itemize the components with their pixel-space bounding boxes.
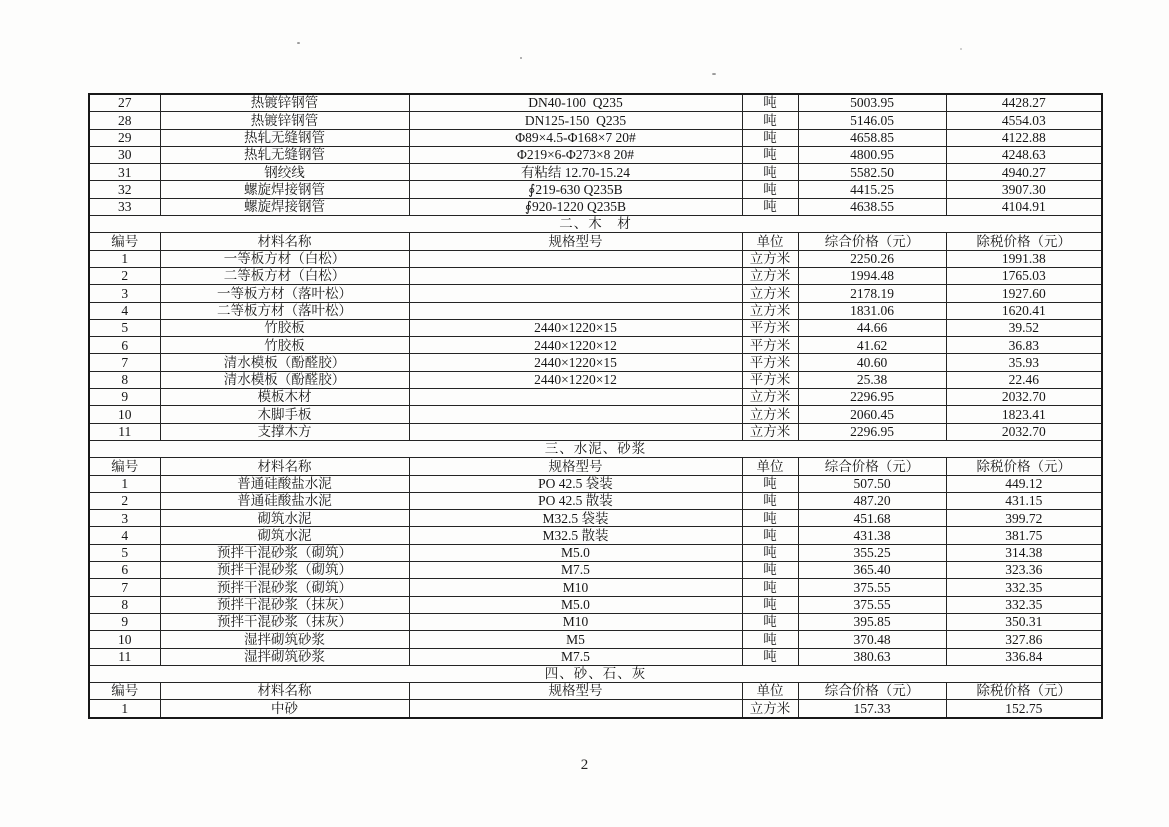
table-cell: 立方米 [742, 423, 798, 440]
table-row [89, 129, 1102, 146]
table-cell: 35.93 [946, 354, 1102, 371]
table-cell: 4800.95 [798, 146, 946, 163]
table-cell: 立方米 [742, 700, 798, 718]
table-cell: 吨 [742, 198, 798, 215]
table-cell: 1 [89, 700, 160, 718]
table-cell: 3 [89, 285, 160, 302]
table-cell: 4415.25 [798, 181, 946, 198]
table-cell: 5003.95 [798, 94, 946, 112]
table-cell: M10 [409, 613, 742, 630]
table-cell: 模板木材 [160, 389, 409, 406]
table-row [89, 319, 1102, 336]
table-cell: 2060.45 [798, 406, 946, 423]
table-cell [409, 302, 742, 319]
table-cell: 预拌干混砂浆（抹灰） [160, 596, 409, 613]
table-cell [409, 267, 742, 284]
table-row [89, 492, 1102, 509]
table-cell: 314.38 [946, 544, 1102, 561]
column-header-row [89, 233, 1102, 250]
table-cell: 27 [89, 94, 160, 112]
table-row [89, 700, 1102, 718]
column-header-cell: 综合价格（元） [798, 233, 946, 250]
column-header-cell: 单位 [742, 233, 798, 250]
table-cell: 1 [89, 475, 160, 492]
table-cell: 螺旋焊接钢管 [160, 181, 409, 198]
table-cell: 热轧无缝钢管 [160, 146, 409, 163]
table-cell: 立方米 [742, 267, 798, 284]
table-cell: 4122.88 [946, 129, 1102, 146]
table-row [89, 613, 1102, 630]
table-cell: 竹胶板 [160, 319, 409, 336]
table-cell: 吨 [742, 129, 798, 146]
table-cell: 5146.05 [798, 112, 946, 129]
table-cell: 热镀锌钢管 [160, 112, 409, 129]
table-cell: 28 [89, 112, 160, 129]
table-cell: 吨 [742, 146, 798, 163]
table-cell: 5 [89, 544, 160, 561]
table-cell: 4554.03 [946, 112, 1102, 129]
table-cell: 2250.26 [798, 250, 946, 267]
table-cell: 吨 [742, 510, 798, 527]
table-cell: 2296.95 [798, 423, 946, 440]
table-row [89, 423, 1102, 440]
table-cell: 4104.91 [946, 198, 1102, 215]
table-cell: 立方米 [742, 285, 798, 302]
section-title-row [89, 216, 1102, 233]
table-row [89, 337, 1102, 354]
table-cell: 2178.19 [798, 285, 946, 302]
table-cell: 431.38 [798, 527, 946, 544]
table-cell: 4638.55 [798, 198, 946, 215]
table-cell: 钢绞线 [160, 164, 409, 181]
table-row [89, 250, 1102, 267]
column-header-cell: 材料名称 [160, 683, 409, 700]
table-cell: 立方米 [742, 302, 798, 319]
table-row [89, 475, 1102, 492]
table-cell: 4 [89, 527, 160, 544]
table-cell: 吨 [742, 492, 798, 509]
section-title-row [89, 665, 1102, 682]
table-cell: 普通硅酸盐水泥 [160, 492, 409, 509]
table-cell: 2440×1220×12 [409, 337, 742, 354]
table-cell: 375.55 [798, 579, 946, 596]
table-cell: 清水模板（酚醛胶） [160, 354, 409, 371]
column-header-cell: 除税价格（元） [946, 683, 1102, 700]
table-row [89, 562, 1102, 579]
table-cell: 2 [89, 492, 160, 509]
material-price-table [88, 93, 1103, 719]
table-cell: 332.35 [946, 596, 1102, 613]
table-row [89, 302, 1102, 319]
table-cell: 6 [89, 562, 160, 579]
column-header-cell: 材料名称 [160, 233, 409, 250]
column-header-cell: 规格型号 [409, 233, 742, 250]
table-cell [409, 285, 742, 302]
table-cell: 一等板方材（白松） [160, 250, 409, 267]
table-cell: 砌筑水泥 [160, 527, 409, 544]
table-cell: 吨 [742, 164, 798, 181]
table-cell: 吨 [742, 562, 798, 579]
section-title: 三、水泥、砂浆 [89, 440, 1102, 457]
table-row [89, 596, 1102, 613]
table-cell: 吨 [742, 579, 798, 596]
table-cell: 木脚手板 [160, 406, 409, 423]
table-cell: 40.60 [798, 354, 946, 371]
table-cell: 立方米 [742, 389, 798, 406]
table-cell: PO 42.5 散装 [409, 492, 742, 509]
table-cell: 2296.95 [798, 389, 946, 406]
table-cell [409, 389, 742, 406]
table-cell: 吨 [742, 94, 798, 112]
table-cell: 370.48 [798, 631, 946, 648]
column-header-cell: 综合价格（元） [798, 458, 946, 475]
table-cell: 157.33 [798, 700, 946, 718]
table-cell: 吨 [742, 544, 798, 561]
table-cell: 39.52 [946, 319, 1102, 336]
table-cell: 普通硅酸盐水泥 [160, 475, 409, 492]
table-cell: M10 [409, 579, 742, 596]
table-cell: 10 [89, 631, 160, 648]
table-cell: 吨 [742, 631, 798, 648]
table-cell: 吨 [742, 648, 798, 665]
table-cell: 6 [89, 337, 160, 354]
table-cell: DN40-100 Q235 [409, 94, 742, 112]
table-cell: 323.36 [946, 562, 1102, 579]
table-cell: 预拌干混砂浆（砌筑） [160, 579, 409, 596]
table-row [89, 354, 1102, 371]
table-cell: 10 [89, 406, 160, 423]
table-cell: 22.46 [946, 371, 1102, 388]
column-header-cell: 规格型号 [409, 683, 742, 700]
table-cell: 487.20 [798, 492, 946, 509]
table-cell: 36.83 [946, 337, 1102, 354]
table-cell: 355.25 [798, 544, 946, 561]
table-cell: 2440×1220×12 [409, 371, 742, 388]
table-cell: 预拌干混砂浆（砌筑） [160, 562, 409, 579]
table-row [89, 164, 1102, 181]
table-row [89, 389, 1102, 406]
table-cell: 9 [89, 389, 160, 406]
table-row [89, 181, 1102, 198]
table-cell: 30 [89, 146, 160, 163]
table-cell: 29 [89, 129, 160, 146]
table-cell: 1620.41 [946, 302, 1102, 319]
table-cell: 吨 [742, 596, 798, 613]
table-cell: 平方米 [742, 371, 798, 388]
table-cell: 375.55 [798, 596, 946, 613]
table-cell: 1823.41 [946, 406, 1102, 423]
table-row [89, 285, 1102, 302]
table-cell: 吨 [742, 613, 798, 630]
table-cell: 4940.27 [946, 164, 1102, 181]
column-header-cell: 除税价格（元） [946, 233, 1102, 250]
table-cell: M5.0 [409, 596, 742, 613]
table-row [89, 112, 1102, 129]
table-cell: 336.84 [946, 648, 1102, 665]
table-row [89, 510, 1102, 527]
table-cell: 平方米 [742, 337, 798, 354]
table-cell: 350.31 [946, 613, 1102, 630]
table-cell: 1927.60 [946, 285, 1102, 302]
table-cell: M7.5 [409, 562, 742, 579]
table-cell: 立方米 [742, 406, 798, 423]
table-row [89, 579, 1102, 596]
table-cell: 25.38 [798, 371, 946, 388]
scan-noise-speck [520, 57, 522, 59]
column-header-cell: 规格型号 [409, 458, 742, 475]
table-row [89, 648, 1102, 665]
table-cell: M7.5 [409, 648, 742, 665]
table-cell: 380.63 [798, 648, 946, 665]
table-cell: 3907.30 [946, 181, 1102, 198]
table-cell: M32.5 散装 [409, 527, 742, 544]
table-cell: 31 [89, 164, 160, 181]
table-cell: PO 42.5 袋装 [409, 475, 742, 492]
table-cell: 4 [89, 302, 160, 319]
table-cell: 4248.63 [946, 146, 1102, 163]
table-cell: 平方米 [742, 354, 798, 371]
column-header-cell: 材料名称 [160, 458, 409, 475]
table-cell: Φ219×6-Φ273×8 20# [409, 146, 742, 163]
table-cell: 11 [89, 648, 160, 665]
table-cell: 41.62 [798, 337, 946, 354]
table-cell: 332.35 [946, 579, 1102, 596]
table-cell: 平方米 [742, 319, 798, 336]
table-cell [409, 250, 742, 267]
section-title: 四、砂、石、灰 [89, 665, 1102, 682]
table-cell: 砌筑水泥 [160, 510, 409, 527]
column-header-row [89, 683, 1102, 700]
table-cell: 中砂 [160, 700, 409, 718]
table-cell: 4428.27 [946, 94, 1102, 112]
table-cell: 44.66 [798, 319, 946, 336]
table-cell: 399.72 [946, 510, 1102, 527]
column-header-cell: 编号 [89, 458, 160, 475]
scan-noise-speck [960, 48, 962, 50]
scan-noise-speck [712, 73, 716, 75]
table-row [89, 527, 1102, 544]
section-title-row [89, 440, 1102, 457]
table-cell: 支撑木方 [160, 423, 409, 440]
table-cell: 预拌干混砂浆（砌筑） [160, 544, 409, 561]
table-cell: 11 [89, 423, 160, 440]
table-cell: 热镀锌钢管 [160, 94, 409, 112]
column-header-cell: 编号 [89, 233, 160, 250]
table-cell: 451.68 [798, 510, 946, 527]
table-cell: 2440×1220×15 [409, 354, 742, 371]
table-cell: 竹胶板 [160, 337, 409, 354]
table-cell: 湿拌砌筑砂浆 [160, 631, 409, 648]
table-cell: 5 [89, 319, 160, 336]
table-cell: 湿拌砌筑砂浆 [160, 648, 409, 665]
table-cell: 1765.03 [946, 267, 1102, 284]
table-row [89, 406, 1102, 423]
scan-noise-speck [297, 42, 300, 44]
table-cell: 4658.85 [798, 129, 946, 146]
table-cell: 7 [89, 579, 160, 596]
table-cell: M32.5 袋装 [409, 510, 742, 527]
table-cell: M5 [409, 631, 742, 648]
table-cell: 1994.48 [798, 267, 946, 284]
table-cell: 清水模板（酚醛胶） [160, 371, 409, 388]
table-cell: ∮219-630 Q235B [409, 181, 742, 198]
column-header-cell: 综合价格（元） [798, 683, 946, 700]
table-cell: 热轧无缝钢管 [160, 129, 409, 146]
page-number: 2 [580, 757, 589, 773]
table-cell: M5.0 [409, 544, 742, 561]
column-header-cell: 单位 [742, 458, 798, 475]
section-title: 二、木 材 [89, 216, 1102, 233]
table-cell: 32 [89, 181, 160, 198]
table-cell: 431.15 [946, 492, 1102, 509]
table-cell: 有粘结 12.70-15.24 [409, 164, 742, 181]
table-cell: 365.40 [798, 562, 946, 579]
table-cell: 8 [89, 596, 160, 613]
table-cell: 7 [89, 354, 160, 371]
table-cell: 33 [89, 198, 160, 215]
table-cell: 507.50 [798, 475, 946, 492]
table-cell: 2032.70 [946, 423, 1102, 440]
table-cell: 预拌干混砂浆（抹灰） [160, 613, 409, 630]
table-cell: 二等板方材（落叶松） [160, 302, 409, 319]
table-cell: 2440×1220×15 [409, 319, 742, 336]
table-cell: 吨 [742, 181, 798, 198]
table-cell [409, 406, 742, 423]
material-price-table-body [89, 94, 1102, 718]
table-cell: ∮920-1220 Q235B [409, 198, 742, 215]
table-row [89, 544, 1102, 561]
column-header-cell: 单位 [742, 683, 798, 700]
table-cell: 1831.06 [798, 302, 946, 319]
table-row [89, 631, 1102, 648]
table-cell: DN125-150 Q235 [409, 112, 742, 129]
table-cell [409, 423, 742, 440]
table-cell: 381.75 [946, 527, 1102, 544]
table-cell: 吨 [742, 527, 798, 544]
table-row [89, 198, 1102, 215]
table-cell: 1 [89, 250, 160, 267]
table-cell: 327.86 [946, 631, 1102, 648]
table-cell: 395.85 [798, 613, 946, 630]
table-cell: 立方米 [742, 250, 798, 267]
table-row [89, 267, 1102, 284]
table-cell: 吨 [742, 112, 798, 129]
table-cell: 8 [89, 371, 160, 388]
column-header-cell: 除税价格（元） [946, 458, 1102, 475]
table-cell: 2032.70 [946, 389, 1102, 406]
table-row [89, 371, 1102, 388]
table-cell: 吨 [742, 475, 798, 492]
table-cell: 2 [89, 267, 160, 284]
table-cell: 152.75 [946, 700, 1102, 718]
table-cell: Φ89×4.5-Φ168×7 20# [409, 129, 742, 146]
table-cell: 5582.50 [798, 164, 946, 181]
table-row [89, 94, 1102, 112]
table-cell: 449.12 [946, 475, 1102, 492]
table-row [89, 146, 1102, 163]
table-cell: 一等板方材（落叶松） [160, 285, 409, 302]
column-header-row [89, 458, 1102, 475]
table-cell: 9 [89, 613, 160, 630]
column-header-cell: 编号 [89, 683, 160, 700]
table-cell: 3 [89, 510, 160, 527]
table-cell [409, 700, 742, 718]
table-cell: 二等板方材（白松） [160, 267, 409, 284]
table-cell: 1991.38 [946, 250, 1102, 267]
table-cell: 螺旋焊接钢管 [160, 198, 409, 215]
